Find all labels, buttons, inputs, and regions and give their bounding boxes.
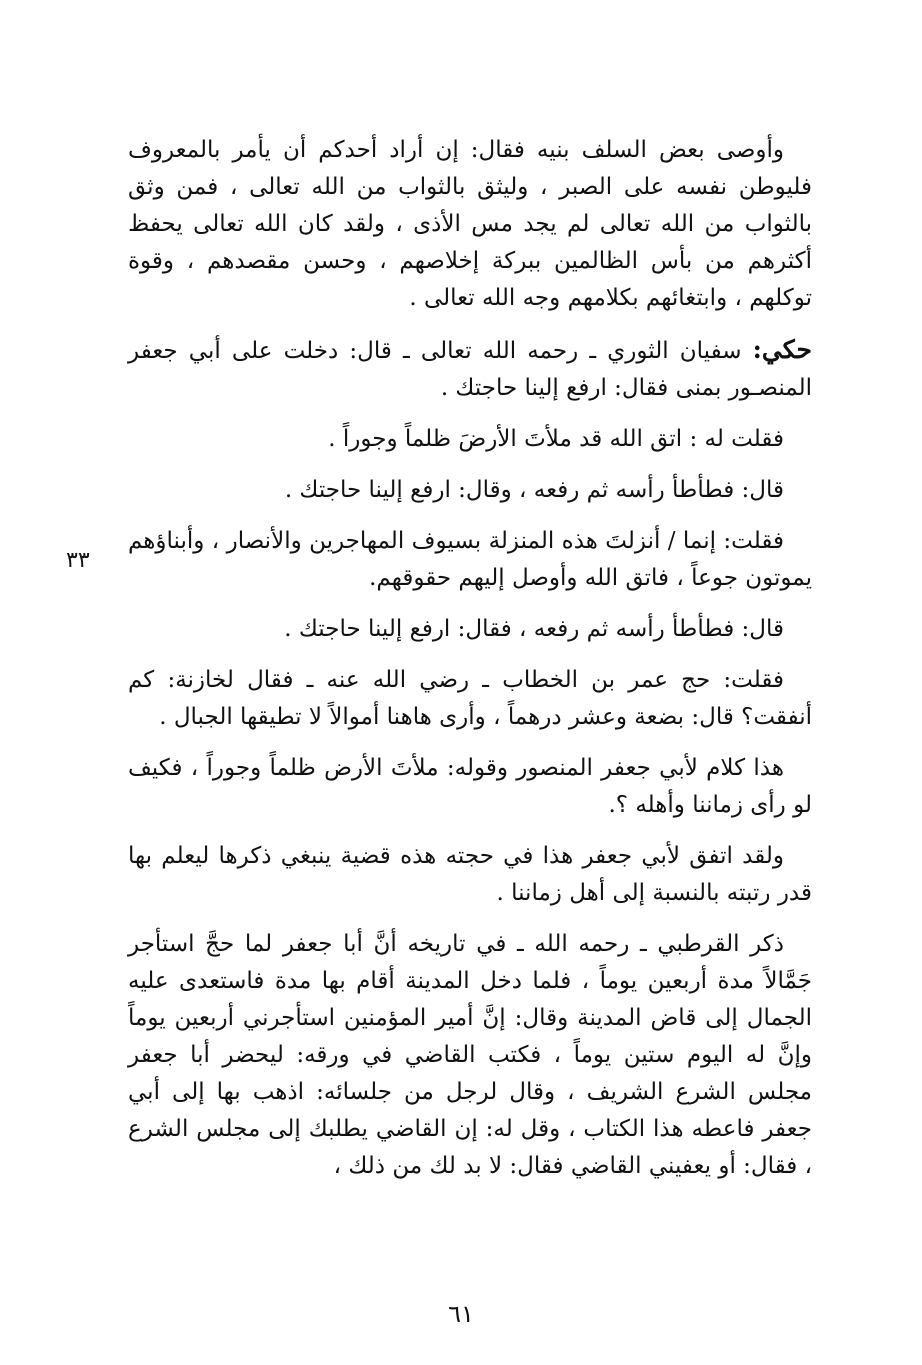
paragraph-6-text: قال: فطأطأ رأسه ثم رفعه ، فقال: ارفع إلينا حاجتك . (284, 616, 784, 642)
paragraph-9-text: ولقد اتفق لأبي جعفر هذا في حجته هذه قضية ينبغي ذكرها ليعلم بها قدر رتبته بالنسبة إلى أهل زماننا . (128, 843, 812, 906)
body-text (128, 132, 812, 1199)
paragraph-10-text: ذكر القرطبي ـ رحمه الله ـ في تاريخه أنَّ أبا جعفر لما حجَّ استأجر جَمَّالاً مدة أربعين يوماً ، فلما دخل المدينة أقام بها مدة فاستعدى عليه الجمال إلى قاض المدينة وقال: إنَّ أمير المؤمنين استأجرني أربعين يوماً وإنَّ له اليوم ستين يوماً ، فكتب القاضي في ورقه: ليحضر أبا جعفر مجلس الشرع الشريف ، وقال لرجل من جلسائه: اذهب بها إلى أبي جعفر فاعطه هذا الكتاب ، وقل له: إن القاضي يطلبك إلى مجلس الشرع ، فقال: أو يعفيني القاضي فقال: لا بد لك من ذلك ، (128, 931, 812, 1179)
paragraph-2-lead: حكي: (752, 335, 812, 364)
paragraph-9 (128, 838, 812, 912)
paragraph-8 (128, 750, 812, 824)
paragraph-2 (128, 331, 812, 407)
paragraph-4 (128, 472, 812, 509)
paragraph-7-text: فقلت: حج عمر بن الخطاب ـ رضي الله عنه ـ فقال لخازنة: كم أنفقت؟ قال: بضعة وعشر درهماً ، وأرى هاهنا أموالاً لا تطيقها الجبال . (128, 667, 812, 730)
paragraph-1 (128, 132, 812, 317)
paragraph-5 (128, 523, 812, 597)
paragraph-7 (128, 662, 812, 736)
paragraph-1-text: وأوصى بعض السلف بنيه فقال: إن أراد أحدكم أن يأمر بالمعروف فليوطن نفسه على الصبر ، وليثق بالثواب من الله تعالى ، فمن وثق بالثواب من الله تعالى لم يجد مس الأذى ، ولقد كان الله تعالى يحفظ أكثرهم من بأس الظالمين ببركة إخلاصهم ، وحسن مقصدهم ، وقوة توكلهم ، وابتغائهم بكلامهم وجه الله تعالى . (128, 137, 812, 311)
paragraph-3-text: فقلت له : اتق الله قد ملأتَ الأرضَ ظلماً وجوراً . (328, 426, 784, 452)
paragraph-5-text: فقلت: إنما / أنزلتَ هذه المنزلة بسيوف المهاجرين والأنصار ، وأبناؤهم يموتون جوعاً ، فاتق الله وأوصل إليهم حقوقهم. (128, 528, 812, 591)
paragraph-2-text: سفيان الثوري ـ رحمه الله تعالى ـ قال: دخلت على أبي جعفر المنصـور بمنى فقال: ارفع إلينا حاجتك . (128, 338, 812, 401)
paragraph-8-text: هذا كلام لأبي جعفر المنصور وقوله: ملأتَ الأرض ظلماً وجوراً ، فكيف لو رأى زماننا وأهله ؟. (128, 755, 812, 818)
paragraph-3 (128, 421, 812, 458)
paragraph-6 (128, 611, 812, 648)
paragraph-10 (128, 926, 812, 1185)
paragraph-4-text: قال: فطأطأ رأسه ثم رفعه ، وقال: ارفع إلينا حاجتك . (284, 477, 784, 503)
page-number: ٦١ (448, 1300, 474, 1328)
margin-page-reference: ٣٣ (66, 548, 90, 573)
